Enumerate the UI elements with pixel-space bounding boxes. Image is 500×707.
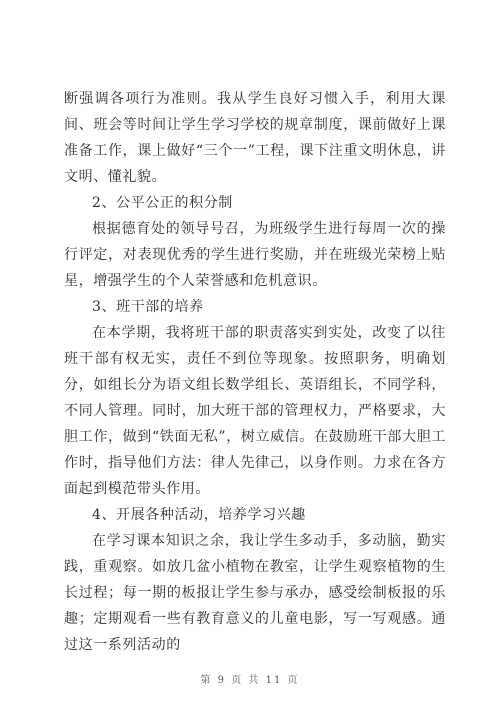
paragraph-points-system: 根据德育处的领导号召，为班级学生进行每周一次的操行评定，对表现优秀的学生进行奖励，并在班级光荣榜上贴星，增强学生的个人荣誉感和危机意识。 [64, 221, 446, 289]
section-heading-activities: 4、开展各种活动，培养学习兴趣 [92, 507, 306, 523]
paragraph-rules: 断强调各项行为准则。我从学生良好习惯入手，利用大课间、班会等时间让学生学习学校的规章制度，课前做好上课准备工作，课上做好“三个一”工程，课下注重文明休息，讲文明、懂礼貌。 [64, 91, 446, 185]
section-heading-class-cadres: 3、班干部的培养 [92, 299, 204, 315]
document-body [64, 86, 446, 658]
page-number: 第 9 页 共 11 页 [200, 675, 300, 686]
paragraph-activities: 在学习课本知识之余，我让学生多动手，多动脑，勤实践，重观察。如放几盆小植物在教室，让学生观察植物的生长过程；每一期的板报让学生参与承办，感受绘制板报的乐趣；定期观看一些有教育意义的儿童电影，写一写观感。通过这一系列活动的 [64, 533, 446, 653]
paragraph-class-cadres: 在本学期，我将班干部的职责落实到实处，改变了以往班干部有权无实，责任不到位等现象。按照职务，明确划分，如组长分为语文组长数学组长、英语组长，不同学科，不同人管理。同时，加大班干部的管理权力，严格要求，大胆工作，做到“铁面无私”，树立威信。在鼓励班干部大胆工作时，指导他们方法：律人先律己，以身作则。力求在各方面起到模范带头作用。 [64, 325, 446, 497]
section-heading-points-system: 2、公平公正的积分制 [92, 195, 233, 211]
